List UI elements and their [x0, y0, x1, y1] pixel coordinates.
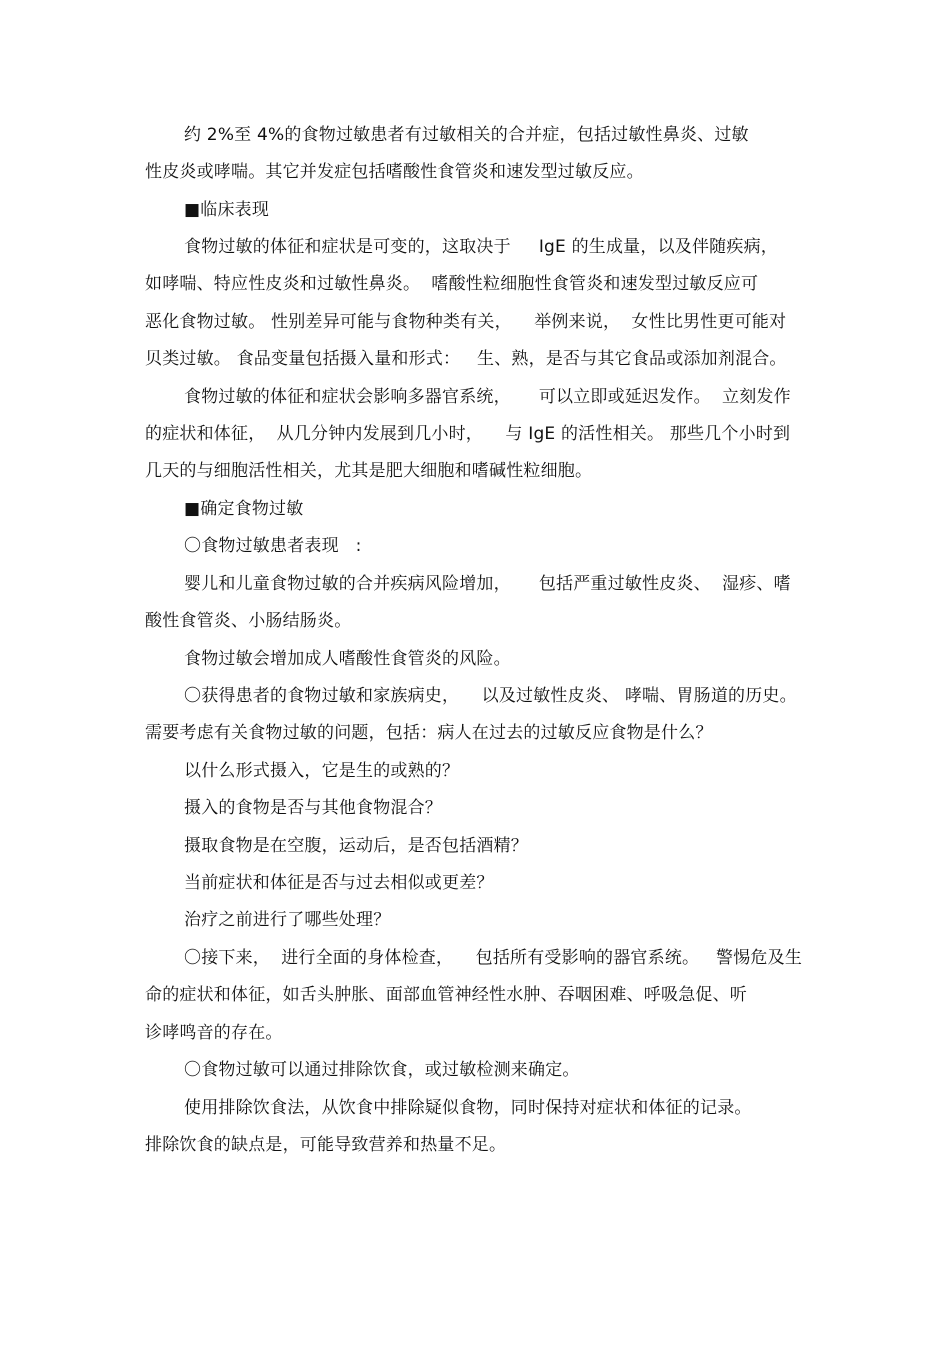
text-line: 酸性食管炎、小肠结肠炎。	[145, 611, 352, 631]
text-line: 约 2%至 4%的食物过敏患者有过敏相关的合并症，包括过敏性鼻炎、过敏	[184, 125, 749, 145]
text-line: 治疗之前进行了哪些处理？	[184, 910, 391, 930]
text-line: 食物过敏的体征和症状会影响多器官系统， 可以立即或延迟发作。 立刻发作	[184, 387, 791, 407]
text-line: 的症状和体征， 从几分钟内发展到几小时， 与 IgE 的活性相关。 那些几个小时到	[145, 424, 791, 444]
text-line: 摄入的食物是否与其他食物混合？	[184, 798, 442, 818]
section-heading: ■临床表现	[184, 200, 270, 220]
text-line: 〇食物过敏患者表现 :	[184, 536, 362, 556]
text-line: 性皮炎或哮喘。其它并发症包括嗜酸性食管炎和速发型过敏反应。	[145, 162, 644, 182]
text-line: 需要考虑有关食物过敏的问题，包括：病人在过去的过敏反应食物是什么？	[145, 723, 713, 743]
text-line: 命的症状和体征，如舌头肿胀、面部血管神经性水肿、吞咽困难、呼吸急促、听	[145, 985, 747, 1005]
text-line: 使用排除饮食法，从饮食中排除疑似食物，同时保持对症状和体征的记录。	[184, 1098, 752, 1118]
text-line: 贝类过敏。 食品变量包括摄入量和形式： 生、熟，是否与其它食品或添加剂混合。	[145, 349, 787, 369]
text-line: 〇接下来， 进行全面的身体检查， 包括所有受影响的器官系统。 警惕危及生	[184, 948, 803, 968]
text-line: 排除饮食的缺点是，可能导致营养和热量不足。	[145, 1135, 507, 1155]
text-line: 当前症状和体征是否与过去相似或更差？	[184, 873, 494, 893]
text-line: 摄取食物是在空腹，运动后，是否包括酒精？	[184, 836, 528, 856]
text-line: 以什么形式摄入，它是生的或熟的？	[184, 761, 460, 781]
text-line: 几天的与细胞活性相关，尤其是肥大细胞和嗜碱性粒细胞。	[145, 461, 593, 481]
text-line: 食物过敏会增加成人嗜酸性食管炎的风险。	[184, 649, 511, 669]
text-line: 〇食物过敏可以通过排除饮食，或过敏检测来确定。	[184, 1060, 580, 1080]
text-line: 如哮喘、特应性皮炎和过敏性鼻炎。 嗜酸性粒细胞性食管炎和速发型过敏反应可	[145, 274, 759, 294]
text-line: 诊哮鸣音的存在。	[145, 1023, 283, 1043]
text-line: 〇获得患者的食物过敏和家族病史， 以及过敏性皮炎、 哮喘、胃肠道的历史。	[184, 686, 797, 706]
text-line: 食物过敏的体征和症状是可变的，这取决于 IgE 的生成量，以及伴随疾病，	[184, 237, 778, 257]
section-heading: ■确定食物过敏	[184, 499, 304, 519]
text-line: 婴儿和儿童食物过敏的合并疾病风险增加， 包括严重过敏性皮炎、 湿疹、嗜	[184, 574, 791, 594]
text-line: 恶化食物过敏。 性别差异可能与食物种类有关， 举例来说， 女性比男性更可能对	[145, 312, 787, 332]
